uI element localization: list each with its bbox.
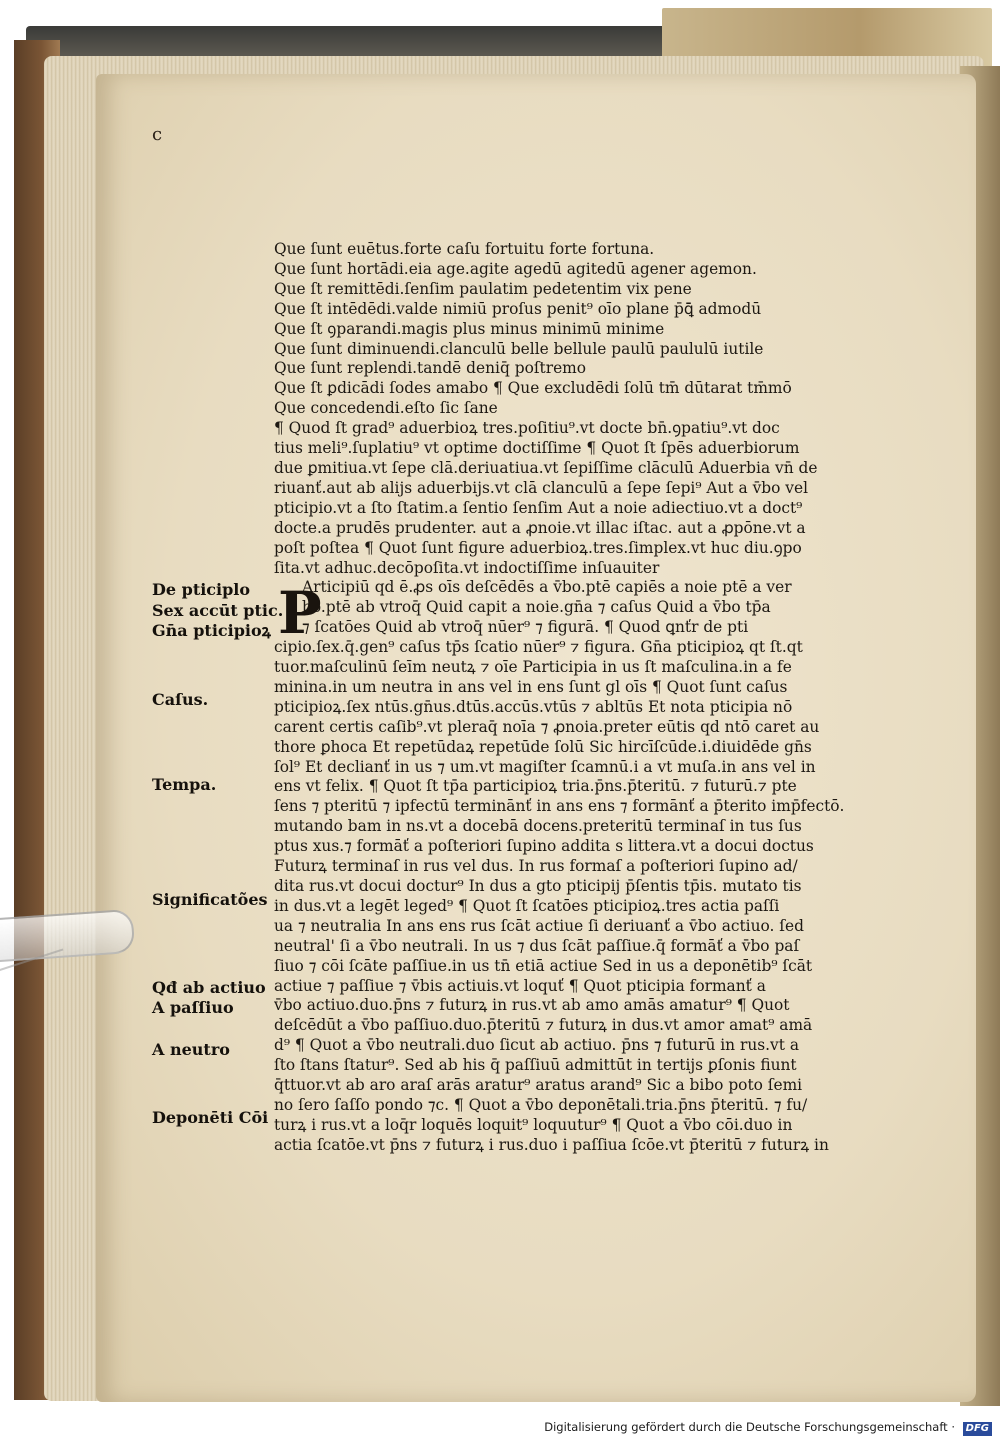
text-line: pticipioꝝ.ſex ntūs.gn̄us.dtūs.accūs.vtūs ⁊ abltūs Et nota pticipia nō [274,697,793,716]
text-line: Que ſt̄ ꝑdicādi ſodes amabo ¶ Que excludēdi ſolū tm̄ dūtarat tm̄mō [274,379,792,398]
text-line: Que ſt̄ intēdēdi.valde nimiū proſus penit⁹ oīo plane p̄ꝗ̄ admodū [274,299,762,318]
dfg-logo: DFG [963,1422,992,1436]
text-line: pticipio.vt a ſto ſtatim.a ſentio ſenſim Aut a noie adiectiuo.vt a doct⁹ [274,498,803,517]
text-line: ens vt felix. ¶ Quot ſt̄ tp̄a participioꝝ tria.p̄ns.p̄teritū. ⁊ futurū.⁊ pte [274,777,797,796]
text-line: carent certis caſib⁹.vt pleraq̄ noīa ⁊ ꝓnoia.preter eūtis qd̄ ntō caret au [274,717,820,736]
margin-note-sex-accidunt: Sex accūt ptic. [152,601,284,620]
text-line: ſens ⁊ pteritū ⁊ ipfectū terminānť in ans ens ⁊ formānť a p̄terito imp̄fectō. [274,797,845,816]
text-line: minina.in um neutra in ans vel in ens ſunt gl̄ oīs ¶ Quot ſunt caſus [274,677,788,696]
text-line: ptus xus.⁊ formāť a poſteriori ſupino addita s littera.vt a docui doctus [274,837,814,856]
text-line: actia ſcatōe.vt p̄ns ⁊ futurꝝ i rus.duo i paſſiua ſcōe.vt p̄teritū ⁊ futurꝝ in [274,1135,829,1154]
text-line: Que concedendi.eſto ſic ſane [274,399,498,418]
text-line: mutando bam in ns.vt a docebā docens.preteritū terminaſ in tus ſus [274,817,802,836]
text-line: ¶ Quod ſt̄ grad⁹ aduerbioꝝ tres.poſitiu⁹.vt docte bn̄.ꝯpatiu⁹.vt doc [274,419,780,438]
text-line: Que ſunt euētus.forte caſu fortuitu forte fortuna. [274,240,655,258]
margin-note-significationes: Significatões [152,890,268,909]
text-line: neutral' ſi a v̄bo neutrali. In us ⁊ dus ſcāt paſſiue.q̄ formāť a v̄bo paſ [274,936,800,955]
text-line: tius meli⁹.ſuplatiu⁹ vt optime doctiſſime ¶ Quot ſt̄ ſpēs aduerbiorum [274,439,800,458]
margin-note-ab-activo: Qđ ab actiuo [152,978,266,997]
text-line: Articipiū qd̄ ē.ꝓs oīs deſcēdēs a v̄bo.ptē capiēs a noie ptē a ver [302,578,792,597]
text-line: no ſero ſaſſo pondo ⁊c. ¶ Quot a v̄bo deponētali.tria.p̄ns p̄teritū. ⁊ fu/ [274,1095,808,1114]
text-line: poſt poſtea ¶ Quot ſunt figure aduerbioꝝ.tres.ſimplex.vt huc diu.ꝯpo [274,538,802,557]
text-line: dita rus.vt docui doctur⁹ In dus a gt̄o pticipij p̄ſentis tp̄is. mutato tis [274,877,802,895]
text-line: ſita.vt adhuc.decōpoſita.vt indoctiſſime inſuauiter [274,558,660,577]
text-line: tuor.maſculinū ſeīm neutꝝ ⁊ oīe Participia in us ſt̄ maſculina.in a fe [274,658,792,677]
text-line: Futurꝝ terminaſ in rus vel dus. In rus formaſ a poſteriori ſupino ad/ [274,857,798,876]
text-line: Que ſt̄ ꝯparandi.magis plus minus minimū minime [274,319,665,338]
text-line: in dus.vt a legēt leged⁹ ¶ Quot ſt̄ ſcatōes pticipioꝝ.tres actia paſſi [274,896,780,915]
text-line: due ꝑmitiua.vt ſepe clā.deriuatiua.vt ſepiſſime clāculū Aduerbia vn̄ de [274,458,818,477]
text-line: docte.a prudēs prudenter. aut a ꝓnoie.vt illac iſtac. aut a ꝓpōne.vt a [274,518,806,537]
text-line: bo.ptē ab vtroq̄ Quid capit a noie.gn̄a ⁊ caſus Quid a v̄bo tp̄a [302,598,771,617]
text-line: d⁹ ¶ Quot a v̄bo neutrali.duo ſicut ab actiuo. p̄ns ⁊ futurū in rus.vt a [274,1036,799,1055]
text-line: ⁊ ſcatōes Quid ab vtroq̄ nūer⁹ ⁊ figurā. ¶ Quod ꝗnťr de pti [302,618,749,637]
margin-note-de-participio: De pticiplo [152,580,251,599]
page-corner-mark: c [152,124,163,145]
margin-note-a-neutro: A neutro [152,1040,230,1059]
initial-letter: P [278,579,322,647]
margin-note-casus: Caſus. [152,690,209,709]
margin-note-a-passivo: A paſſiuo [152,998,234,1017]
text-line: thore ꝑhoca Et repetūdaꝝ repetūde ſolū Sic hircīſcūde.i.diuidēde gn̄s [274,737,812,756]
margin-note-tempora: Tempa. [152,775,217,794]
text-line: ſto ſtans ſtatur⁹. Sed ab his q̄ paſſiuū admittūt in tertijs ꝑſonis fiunt [274,1056,797,1075]
text-line: ſiuo ⁊ cōi ſcāte paſſiue.in us tn̄ etiā actiue Sed in us a deponētib⁹ ſcāt [274,956,813,975]
text-line: actiue ⁊ paſſiue ⁊ v̄bis actiuis.vt loquť ¶ Quot pticipia formanť a [274,976,766,995]
text-line: deſcēdūt a v̄bo paſſiuo.duo.p̄teritū ⁊ futurꝝ in dus.vt amor amat⁹ amā [274,1016,813,1035]
digitization-credit [544,1420,992,1436]
text-line: Que ſunt hortādi.eia age.agite agedū agitedū agener agemon. [274,259,757,278]
text-line: q̄ttuor.vt ab aro araſ arās aratur⁹ aratus arand⁹ Sic a bibo poto ſemi [274,1076,803,1095]
text-line: riuanť.aut ab alijs aduerbijs.vt clā clanculū a ſepe ſepi⁹ Aut a v̄bo vel [274,478,809,497]
margin-note-deponenti-coi: Deponēti Cōi [152,1108,269,1127]
text-line: ua ⁊ neutralia In ans ens rus ſcāt actiue ſi deriuanť a v̄bo actiuo. ſed [274,916,804,935]
text-line: Que ſt̄ remittēdi.ſenſim paulatim pedetentim vix pene [274,279,692,298]
digitization-credit-text: Digitalisierung gefördert durch die Deutsche Forschungsgemeinschaft · [544,1420,955,1434]
text-line: ſol⁹ Et declianť in us ⁊ um.vt magiſter ſcamnū.i a vt muſa.in ans vel in [274,757,816,776]
text-line: Que ſunt diminuendi.clanculū belle bellule paulū paululū iutile [274,339,764,358]
text-line: cipio.ſex.q̄.gen⁹ caſus tp̄s ſcatio nūer⁹ ⁊ figura. Gn̄a pticipioꝝ qt ſt̄.qt [274,638,803,657]
main-text-column [274,240,854,1156]
text-line: turꝝ i rus.vt a loq̄r loquēs loquit⁹ loquutur⁹ ¶ Quot a v̄bo cōi.duo in [274,1115,793,1134]
text-line: Que ſunt replendi.tandē deniq̄ poſtremo [274,359,587,378]
margin-note-genera-participiorum: Gn̄a pticipioꝝ [152,621,271,640]
text-line: v̄bo actiuo.duo.p̄ns ⁊ futurꝝ in rus.vt ab amo amās amatur⁹ ¶ Quot [274,996,790,1015]
